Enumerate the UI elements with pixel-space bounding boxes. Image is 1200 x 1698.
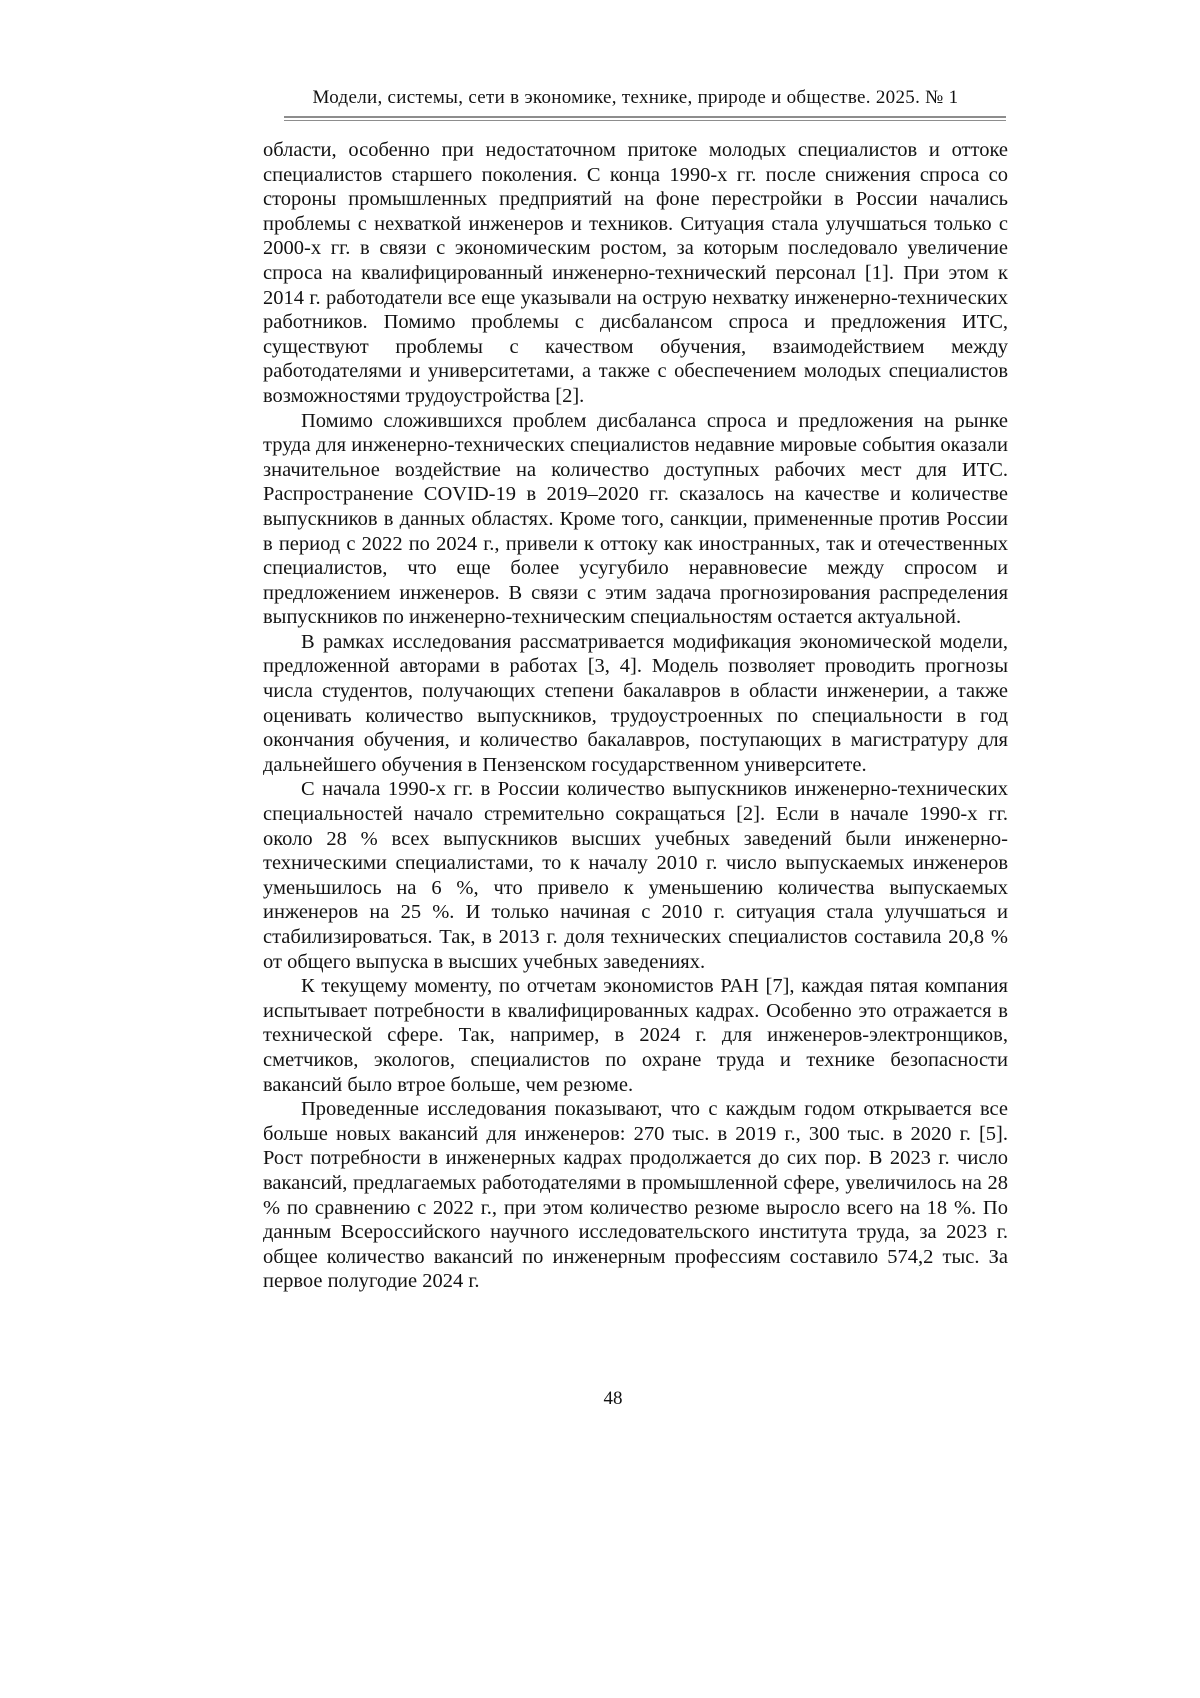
article-body — [263, 138, 1008, 1294]
paragraph: К текущему моменту, по отчетам экономистов РАН [7], каждая пятая компания испытывает потребности в квалифицированных кадрах. Особенно это отражается в технической сфере. Так, например, в 2024 г. для инженеров-электронщиков, сметчиков, экологов, специалистов по охране труда и технике безопасности вакансий было втрое больше, чем резюме. — [263, 975, 1008, 1096]
header-divider — [284, 116, 1006, 121]
paragraph: Проведенные исследования показывают, что с каждым годом открывается все больше новых вакансий для инженеров: 270 тыс. в 2019 г., 300 тыс. в 2020 г. [5]. Рост потребности в инженерных кадрах продолжается до сих пор. В 2023 г. число вакансий, предлагаемых работодателями в промышленной сфере, увеличилось на 28 % по сравнению с 2022 г., при этом количество резюме выросло всего на 18 %. По данным Всероссийского научного исследовательского института труда, за 2023 г. общее количество вакансий по инженерным профессиям составило 574,2 тыс. За первое полугодие 2024 г. — [263, 1098, 1008, 1293]
paragraph: В рамках исследования рассматривается модификация экономической модели, предложенной авторами в работах [3, 4]. Модель позволяет проводить прогнозы числа студентов, получающих степени бакалавров в области инженерии, а также оценивать количество выпускников, трудоустроенных по специальности в год окончания обучения, и количество бакалавров, поступающих в магистратуру для дальнейшего обучения в Пензенском государственном университете. — [263, 630, 1008, 776]
running-head: Модели, системы, сети в экономике, технике, природе и обществе. 2025. № 1 — [312, 87, 959, 108]
paragraph: области, особенно при недостаточном притоке молодых специалистов и оттоке специалистов старшего поколения. С конца 1990-х гг. после снижения спроса со стороны промышленных предприятий на фоне перестройки в России начались проблемы с нехваткой инженеров и техников. Ситуация стала улучшаться только с 2000-х гг. в связи с экономическим ростом, за которым последовало увеличение спроса на квалифицированный инженерно-технический персонал [1]. При этом к 2014 г. работодатели все еще указывали на острую нехватку инженерно-технических работников. Помимо проблемы с дисбалансом спроса и предложения ИТС, существуют проблемы с качеством обучения, взаимодействием между работодателями и университетами, а также с обеспечением молодых специалистов возможностями трудоустройства [2]. — [263, 139, 1008, 407]
page-number: 48 — [603, 1388, 623, 1409]
paragraph: Помимо сложившихся проблем дисбаланса спроса и предложения на рынке труда для инженерно-технических специалистов недавние мировые события оказали значительное воздействие на количество доступных рабочих мест для ИТС. Распространение COVID-19 в 2019–2020 гг. сказалось на качестве и количестве выпускников в данных областях. Кроме того, санкции, примененные против России в период с 2022 по 2024 г., привели к оттоку как иностранных, так и отечественных специалистов, что еще более усугубило неравновесие между спросом и предложением инженеров. В связи с этим задача прогнозирования распределения выпускников по инженерно-техническим специальностям остается актуальной. — [263, 409, 1008, 629]
paragraph: С начала 1990-х гг. в России количество выпускников инженерно-технических специальностей начало стремительно сокращаться [2]. Если в начале 1990-х гг. около 28 % всех выпускников высших учебных заведений были инженерно-техническими специалистами, то к началу 2010 г. число выпускаемых инженеров уменьшилось на 6 %, что привело к уменьшению количества выпускаемых инженеров на 25 %. И только начиная с 2010 г. ситуация стала улучшаться и стабилизироваться. Так, в 2013 г. доля технических специалистов составила 20,8 % от общего выпуска в высших учебных заведениях. — [263, 778, 1008, 973]
